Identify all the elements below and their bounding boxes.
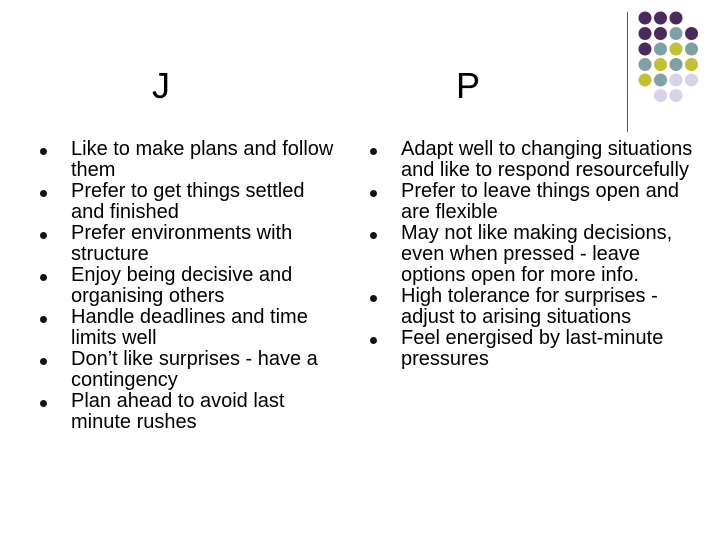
decorative-dot xyxy=(639,74,652,87)
decorative-dot xyxy=(685,58,698,71)
bullet-icon xyxy=(40,232,47,239)
list-item xyxy=(40,181,340,223)
decorative-dot xyxy=(654,43,667,56)
list-item-text: Prefer to leave things open and are flexible xyxy=(401,180,679,223)
bullet-icon xyxy=(40,400,47,407)
list-item-text: Enjoy being decisive and organising others xyxy=(71,264,293,307)
decorative-dot xyxy=(670,27,683,40)
j-traits-list xyxy=(40,139,340,433)
decorative-divider-line xyxy=(627,12,628,132)
decorative-dot xyxy=(685,43,698,56)
list-item xyxy=(370,286,700,328)
bullet-icon xyxy=(370,190,377,197)
decorative-dot xyxy=(639,27,652,40)
list-item-text: May not like making decisions, even when pressed - leave options open for more info. xyxy=(401,222,673,286)
decorative-dot xyxy=(685,74,698,87)
decorative-dot xyxy=(670,12,683,25)
decorative-dot xyxy=(670,43,683,56)
list-item xyxy=(370,139,700,181)
list-item-text: Handle deadlines and time limits well xyxy=(71,306,308,349)
decorative-dot xyxy=(654,74,667,87)
list-item xyxy=(40,391,340,433)
list-item-text: Plan ahead to avoid last minute rushes xyxy=(71,390,285,433)
list-item xyxy=(40,139,340,181)
bullet-icon xyxy=(40,358,47,365)
list-item-text: Prefer to get things settled and finished xyxy=(71,180,305,223)
list-item xyxy=(370,181,700,223)
j-column-title: J xyxy=(152,65,170,106)
decorative-dot xyxy=(654,27,667,40)
list-item-text: Feel energised by last-minute pressures xyxy=(401,327,664,370)
list-item-text: Prefer environments with structure xyxy=(71,222,293,265)
decorative-dot xyxy=(639,58,652,71)
bullet-icon xyxy=(370,148,377,155)
bullet-icon xyxy=(40,148,47,155)
bullet-icon xyxy=(370,295,377,302)
p-column-title: P xyxy=(456,65,481,106)
decorative-dot xyxy=(670,74,683,87)
list-item xyxy=(40,307,340,349)
list-item xyxy=(40,223,340,265)
list-item xyxy=(40,349,340,391)
list-item xyxy=(370,223,700,286)
decorative-dot xyxy=(654,58,667,71)
list-item-text: Adapt well to changing situations and like to respond resourcefully xyxy=(401,138,693,181)
decorative-dot xyxy=(670,58,683,71)
decorative-dot xyxy=(639,43,652,56)
decorative-dot xyxy=(654,89,667,102)
bullet-icon xyxy=(370,337,377,344)
list-item xyxy=(370,328,700,370)
bullet-icon xyxy=(40,274,47,281)
list-item xyxy=(40,265,340,307)
bullet-icon xyxy=(370,232,377,239)
p-traits-list xyxy=(370,139,700,370)
decorative-dot xyxy=(670,89,683,102)
decorative-dot xyxy=(639,12,652,25)
list-item-text: High tolerance for surprises - adjust to arising situations xyxy=(401,285,658,328)
decorative-dot xyxy=(654,12,667,25)
bullet-icon xyxy=(40,190,47,197)
decorative-dot xyxy=(685,27,698,40)
list-item-text: Like to make plans and follow them xyxy=(71,138,334,181)
bullet-icon xyxy=(40,316,47,323)
list-item-text: Don’t like surprises - have a contingency xyxy=(71,348,318,391)
